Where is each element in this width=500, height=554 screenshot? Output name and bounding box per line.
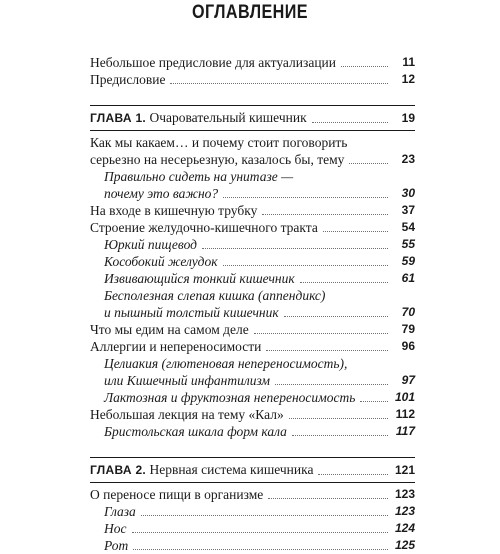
page-number: 96 xyxy=(401,339,415,353)
dot-leader xyxy=(318,473,388,475)
dot-leader xyxy=(341,65,388,67)
dot-leader xyxy=(133,548,388,550)
toc-entry-title: Бесполезная слепая кишка (аппендикс) xyxy=(104,288,326,303)
toc-entry-title: Небольшое предисловие для актуализации xyxy=(90,55,337,70)
dot-leader xyxy=(266,349,388,351)
chapter-label: ГЛАВА 2. xyxy=(90,463,147,477)
dot-leader xyxy=(312,121,388,123)
dot-leader xyxy=(223,196,388,198)
toc-entry-title: Бристольская шкала форм кала xyxy=(104,424,287,439)
dot-leader xyxy=(262,213,388,215)
page-number: 59 xyxy=(401,254,415,268)
toc-entry-title: Предисловие xyxy=(90,72,166,87)
page-number: 54 xyxy=(401,220,415,234)
toc-entry-title: Юркий пищевод xyxy=(104,237,197,252)
toc-subentry[interactable] xyxy=(90,355,415,389)
dot-leader xyxy=(323,230,388,232)
toc-entry-title: Что мы едим на самом деле xyxy=(90,322,249,337)
chapter-name: Нервная система кишечника xyxy=(149,462,314,477)
dot-leader xyxy=(202,247,388,249)
page-number: 121 xyxy=(394,463,415,477)
dot-leader xyxy=(132,531,389,533)
toc-entry[interactable] xyxy=(90,134,415,168)
toc-chapter[interactable] xyxy=(90,461,415,479)
dot-leader xyxy=(275,383,388,385)
toc-entry[interactable] xyxy=(90,486,415,503)
dot-leader xyxy=(284,315,388,317)
toc-entry[interactable] xyxy=(90,321,415,338)
chapter-gap xyxy=(90,440,415,454)
page-number: 30 xyxy=(401,186,415,200)
chapter-rule-top xyxy=(90,457,415,458)
toc-entry[interactable] xyxy=(90,54,415,71)
toc-entry-title: Глаза xyxy=(104,504,136,519)
toc-entry-title: Строение желудочно-кишечного тракта xyxy=(90,220,318,235)
toc-subentry[interactable] xyxy=(90,537,415,554)
page-number: 124 xyxy=(394,521,415,535)
toc-entry[interactable] xyxy=(90,406,415,423)
toc-subentry[interactable] xyxy=(90,503,415,520)
page-number: 101 xyxy=(394,390,415,404)
page-number: 123 xyxy=(394,504,415,518)
page-number: 70 xyxy=(401,305,415,319)
page-number: 37 xyxy=(401,203,415,217)
toc-chapter[interactable] xyxy=(90,109,415,127)
toc-entry-title: Извивающийся тонкий кишечник xyxy=(104,271,295,286)
dot-leader xyxy=(292,434,388,436)
chapter-rule-bottom xyxy=(90,482,415,483)
toc-entry-title: Лактозная и фруктозная непереносимость xyxy=(104,390,356,405)
toc-subentry[interactable] xyxy=(90,287,415,321)
toc-entry-title-cont: или Кишечный инфантилизм xyxy=(104,373,271,388)
toc-entry-title: Как мы какаем… и почему стоит поговорить xyxy=(90,135,348,150)
page-number: 79 xyxy=(401,322,415,336)
dot-leader xyxy=(170,82,388,84)
toc-entry-title-cont: и пышный толстый кишечник xyxy=(104,305,279,320)
page-number: 12 xyxy=(401,72,415,86)
toc-entry-title: Кособокий желудок xyxy=(104,254,218,269)
toc-entry-title: Аллергии и непереносимости xyxy=(90,339,262,354)
toc-entry[interactable] xyxy=(90,71,415,88)
dot-leader xyxy=(141,514,388,516)
dot-leader xyxy=(349,162,388,164)
table-of-contents xyxy=(90,54,415,554)
chapter-title xyxy=(90,109,307,127)
toc-entry[interactable] xyxy=(90,338,415,355)
chapter-rule-bottom xyxy=(90,130,415,131)
page-number: 55 xyxy=(401,237,415,251)
toc-subentry[interactable] xyxy=(90,270,415,287)
page-number: 123 xyxy=(394,487,415,501)
toc-subentry[interactable] xyxy=(90,520,415,537)
chapter-label: ГЛАВА 1. xyxy=(90,111,147,125)
dot-leader xyxy=(268,497,388,499)
dot-leader xyxy=(360,400,388,402)
dot-leader xyxy=(223,264,388,266)
page-title: ОГЛАВЛЕНИЕ xyxy=(192,2,308,23)
page-number: 112 xyxy=(395,407,415,421)
toc-subentry[interactable] xyxy=(90,389,415,406)
toc-entry-title-cont: серьезно на несерьезную, казалось бы, тему xyxy=(90,152,345,167)
dot-leader xyxy=(300,281,388,283)
toc-entry-title: Рот xyxy=(104,538,129,553)
toc-subentry[interactable] xyxy=(90,423,415,440)
toc-subentry[interactable] xyxy=(90,253,415,270)
chapter-rule-top xyxy=(90,105,415,106)
page-number: 117 xyxy=(395,424,415,438)
toc-entry-title: Целиакия (глютеновая непереносимость), xyxy=(104,356,348,371)
page-number: 125 xyxy=(394,538,415,552)
page-number: 61 xyxy=(401,271,415,285)
toc-entry-title: О переносе пищи в организме xyxy=(90,487,264,502)
toc-entry[interactable] xyxy=(90,202,415,219)
page-number: 19 xyxy=(401,111,415,125)
dot-leader xyxy=(289,417,388,419)
toc-subentry[interactable] xyxy=(90,236,415,253)
toc-subentry[interactable] xyxy=(90,168,415,202)
chapter-title xyxy=(90,461,313,479)
toc-entry-title: Правильно сидеть на унитазе — xyxy=(104,169,294,184)
page-number: 23 xyxy=(401,152,415,166)
dot-leader xyxy=(254,332,388,334)
chapter-gap xyxy=(90,88,415,102)
chapter-name: Очаровательный кишечник xyxy=(149,110,307,125)
toc-entry[interactable] xyxy=(90,219,415,236)
page-number: 97 xyxy=(401,373,415,387)
toc-entry-title: Небольшая лекция на тему «Кал» xyxy=(90,407,284,422)
toc-entry-title-cont: почему это важно? xyxy=(104,186,219,201)
page-number: 11 xyxy=(402,55,415,69)
toc-entry-title: Нос xyxy=(104,521,127,536)
toc-entry-title: На входе в кишечную трубку xyxy=(90,203,258,218)
